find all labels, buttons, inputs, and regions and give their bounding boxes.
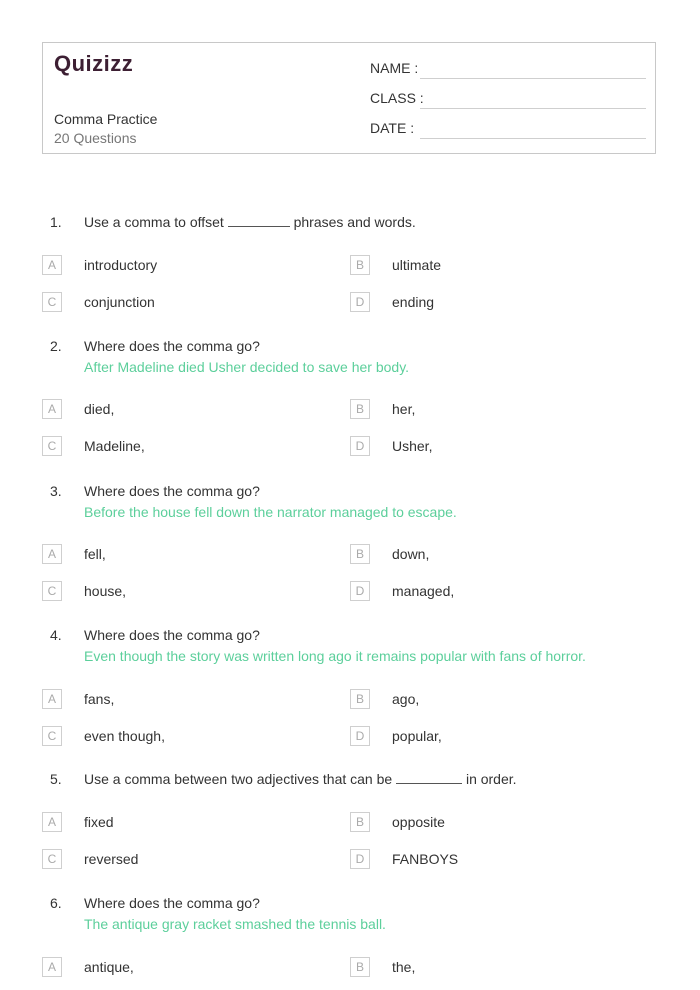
question-number: 2. xyxy=(50,338,62,354)
question-text-part: in order. xyxy=(462,771,517,787)
question-text: Where does the comma go? xyxy=(84,338,260,354)
option-letter: A xyxy=(42,689,62,709)
option-letter: B xyxy=(350,544,370,564)
question-number: 1. xyxy=(50,214,62,230)
option-letter: B xyxy=(350,399,370,419)
option-letter: D xyxy=(350,849,370,869)
option-letter: D xyxy=(350,292,370,312)
class-field[interactable] xyxy=(420,108,646,109)
date-field[interactable] xyxy=(420,138,646,139)
option-text[interactable]: antique, xyxy=(84,959,134,975)
question-number: 4. xyxy=(50,627,62,643)
option-text[interactable]: popular, xyxy=(392,728,442,744)
option-text[interactable]: conjunction xyxy=(84,294,155,310)
option-text[interactable]: introductory xyxy=(84,257,158,273)
answer-blank xyxy=(228,214,290,227)
option-text[interactable]: house, xyxy=(84,583,127,599)
question-sentence: Before the house fell down the narrator managed to escape. xyxy=(84,504,457,520)
option-text[interactable]: Madeline, xyxy=(84,438,145,454)
question-sentence: Even though the story was written long ago it remains popular with fans of horror. xyxy=(84,648,586,664)
question-text: Where does the comma go? xyxy=(84,895,260,911)
option-letter: B xyxy=(350,812,370,832)
worksheet-title: Comma Practice xyxy=(54,111,158,127)
option-letter: C xyxy=(42,726,62,746)
option-text[interactable]: ago, xyxy=(392,691,420,707)
option-letter: A xyxy=(42,255,62,275)
option-text[interactable]: ending xyxy=(392,294,435,310)
quizizz-logo: Quizizz xyxy=(54,51,134,76)
question-text: Where does the comma go? xyxy=(84,483,260,499)
question-text-part: Use a comma to offset xyxy=(84,214,228,230)
question-sentence: After Madeline died Usher decided to save her body. xyxy=(84,359,410,375)
option-letter: C xyxy=(42,436,62,456)
class-label: CLASS : xyxy=(370,90,424,106)
option-text[interactable]: fixed xyxy=(84,814,114,830)
question-text-part: phrases and words. xyxy=(289,214,416,230)
option-letter: D xyxy=(350,726,370,746)
date-label: DATE : xyxy=(370,120,415,136)
worksheet-header xyxy=(42,42,656,154)
option-letter: C xyxy=(42,849,62,869)
option-letter: A xyxy=(42,957,62,977)
question-text: Where does the comma go? xyxy=(84,627,260,643)
question-text xyxy=(84,771,517,787)
option-text[interactable]: fans, xyxy=(84,691,115,707)
question-count: 20 Questions xyxy=(54,130,137,146)
option-text[interactable]: even though, xyxy=(84,728,165,744)
question-text-part: Use a comma between two adjectives that can be xyxy=(84,771,397,787)
option-letter: A xyxy=(42,399,62,419)
option-text[interactable]: opposite xyxy=(392,814,445,830)
question-sentence: The antique gray racket smashed the tennis ball. xyxy=(84,916,386,932)
option-letter: A xyxy=(42,544,62,564)
option-text[interactable]: managed, xyxy=(392,583,455,599)
option-letter: D xyxy=(350,436,370,456)
option-letter: B xyxy=(350,255,370,275)
name-field[interactable] xyxy=(420,78,646,79)
option-text[interactable]: down, xyxy=(392,546,430,562)
option-text[interactable]: died, xyxy=(84,401,115,417)
option-text[interactable]: FANBOYS xyxy=(392,851,459,867)
option-letter: B xyxy=(350,957,370,977)
name-label: NAME : xyxy=(370,60,419,76)
option-text[interactable]: the, xyxy=(392,959,416,975)
option-text[interactable]: fell, xyxy=(84,546,106,562)
option-text[interactable]: ultimate xyxy=(392,257,442,273)
option-letter: D xyxy=(350,581,370,601)
option-letter: B xyxy=(350,689,370,709)
question-number: 6. xyxy=(50,895,62,911)
option-text[interactable]: her, xyxy=(392,401,416,417)
option-letter: C xyxy=(42,581,62,601)
question-number: 5. xyxy=(50,771,62,787)
question-text xyxy=(84,214,416,230)
question-number: 3. xyxy=(50,483,62,499)
option-letter: C xyxy=(42,292,62,312)
option-text[interactable]: Usher, xyxy=(392,438,433,454)
answer-blank xyxy=(396,771,462,784)
option-text[interactable]: reversed xyxy=(84,851,139,867)
option-letter: A xyxy=(42,812,62,832)
